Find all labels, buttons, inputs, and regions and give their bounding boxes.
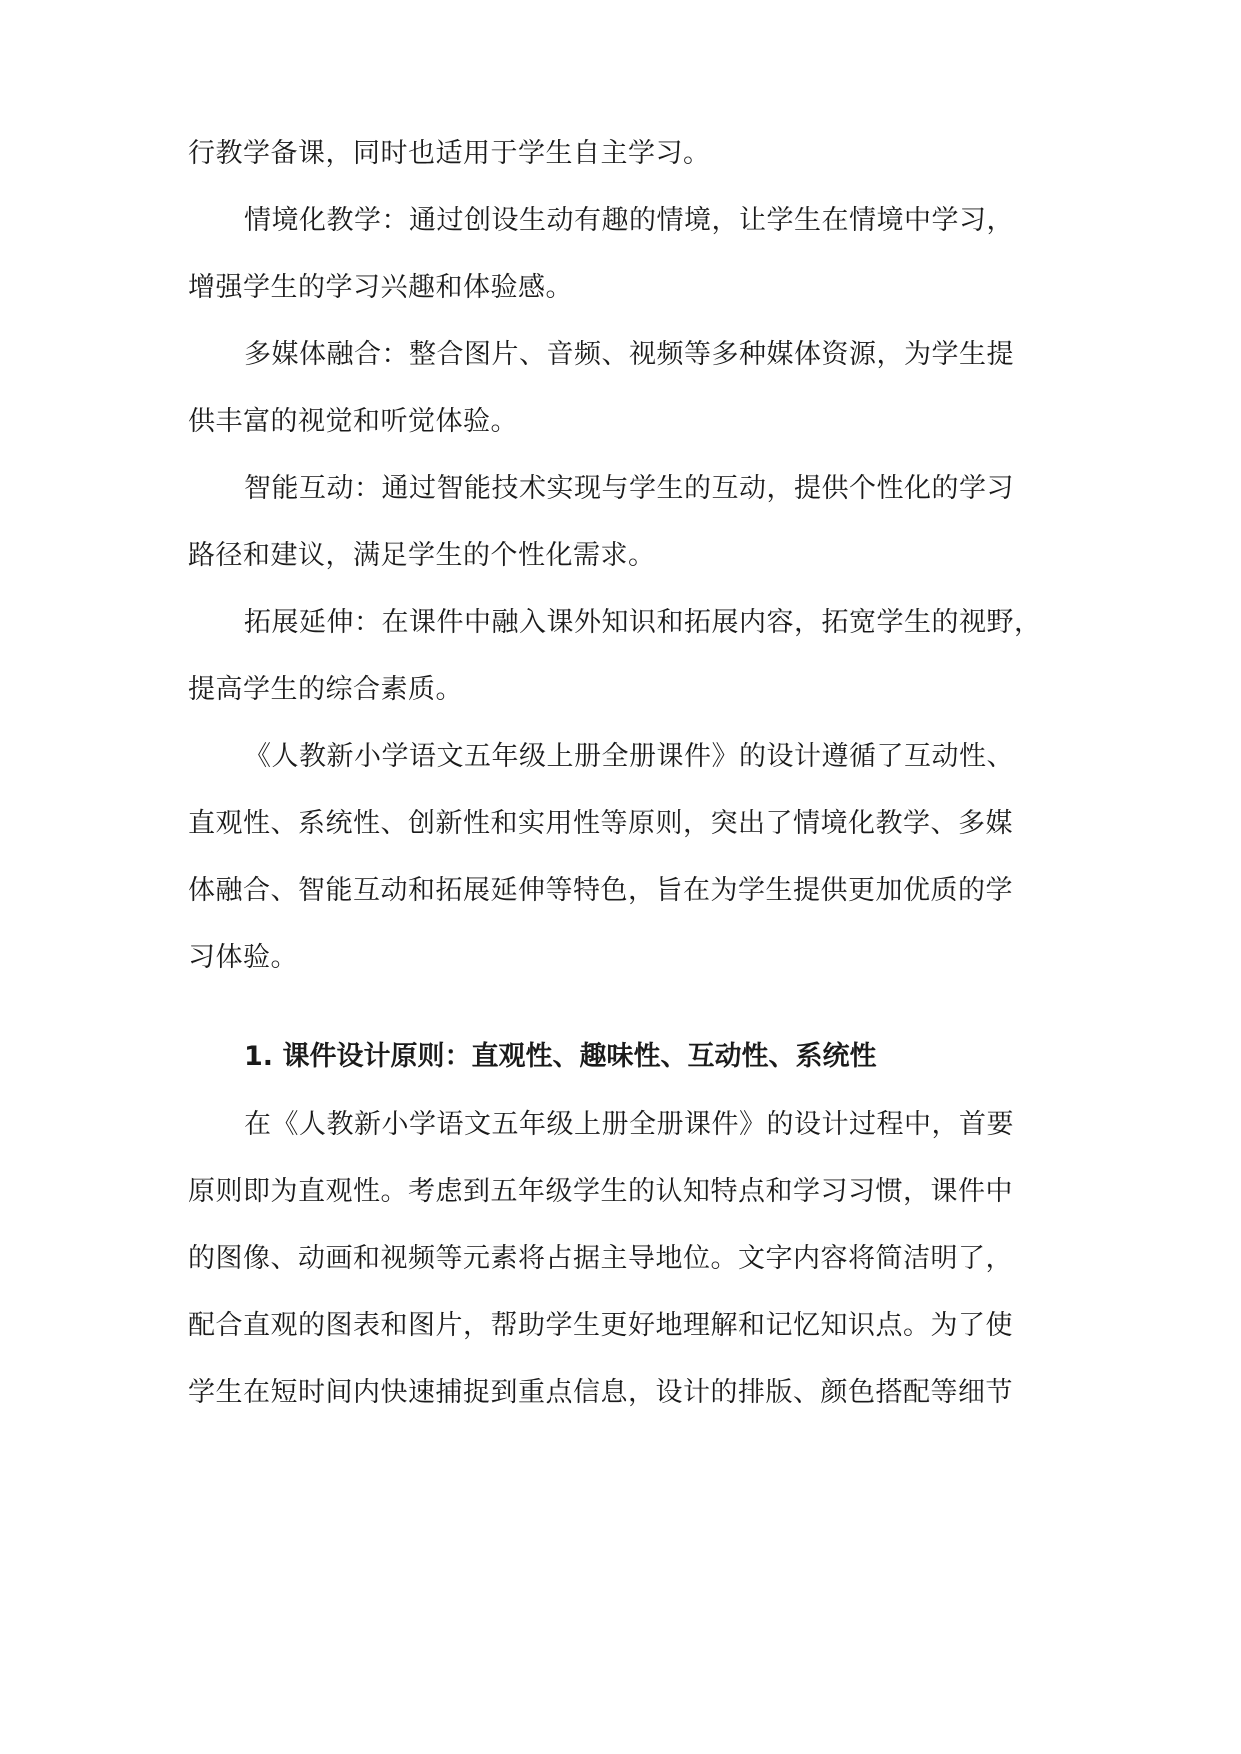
section-heading: 1. 课件设计原则：直观性、趣味性、互动性、系统性 bbox=[244, 1041, 877, 1072]
paragraph-line: 供丰富的视觉和听觉体验。 bbox=[188, 406, 518, 437]
paragraph-line: 智能互动：通过智能技术实现与学生的互动，提供个性化的学习 bbox=[244, 473, 1014, 504]
paragraph-line: 拓展延伸：在课件中融入课外知识和拓展内容，拓宽学生的视野， bbox=[244, 607, 1042, 638]
paragraph-line: 原则即为直观性。考虑到五年级学生的认知特点和学习习惯，课件中 bbox=[188, 1176, 1013, 1207]
paragraph-line: 多媒体融合：整合图片、音频、视频等多种媒体资源，为学生提 bbox=[244, 339, 1014, 370]
paragraph-line: 学生在短时间内快速捕捉到重点信息，设计的排版、颜色搭配等细节 bbox=[188, 1377, 1013, 1408]
paragraph-line: 直观性、系统性、创新性和实用性等原则，突出了情境化教学、多媒 bbox=[188, 808, 1013, 839]
paragraph-line: 在《人教新小学语文五年级上册全册课件》的设计过程中，首要 bbox=[244, 1109, 1014, 1140]
paragraph-line: 配合直观的图表和图片，帮助学生更好地理解和记忆知识点。为了使 bbox=[188, 1310, 1013, 1341]
paragraph-line: 情境化教学：通过创设生动有趣的情境，让学生在情境中学习， bbox=[244, 205, 1014, 236]
paragraph-line: 路径和建议，满足学生的个性化需求。 bbox=[188, 540, 656, 571]
paragraph-line: 体融合、智能互动和拓展延伸等特色，旨在为学生提供更加优质的学 bbox=[188, 875, 1013, 906]
paragraph-line: 行教学备课，同时也适用于学生自主学习。 bbox=[188, 138, 711, 169]
paragraph-line: 增强学生的学习兴趣和体验感。 bbox=[188, 272, 573, 303]
paragraph-line: 提高学生的综合素质。 bbox=[188, 674, 463, 705]
paragraph-line: 《人教新小学语文五年级上册全册课件》的设计遵循了互动性、 bbox=[244, 741, 1014, 772]
paragraph-line: 习体验。 bbox=[188, 942, 298, 973]
paragraph-line: 的图像、动画和视频等元素将占据主导地位。文字内容将简洁明了， bbox=[188, 1243, 1013, 1274]
